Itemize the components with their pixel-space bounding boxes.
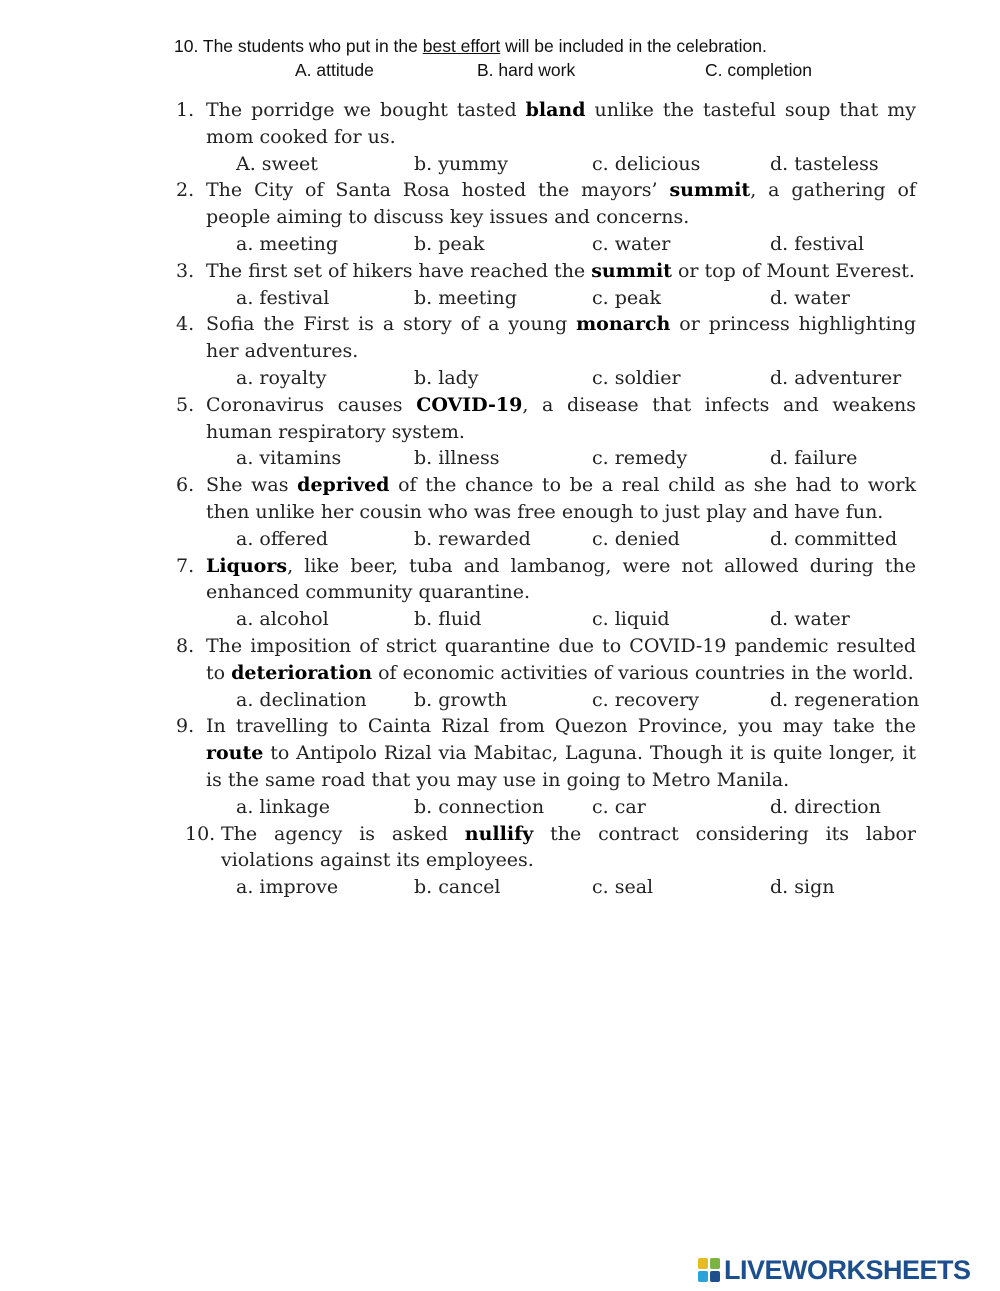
answer-options	[236, 606, 916, 633]
answer-option[interactable]: a. offered	[236, 527, 329, 550]
question-item	[176, 392, 916, 472]
question-item	[176, 713, 916, 820]
answer-options	[236, 231, 916, 258]
keyword: nullify	[464, 822, 534, 845]
stem-text: The agency is asked	[221, 822, 465, 845]
answer-options	[236, 526, 916, 553]
answer-option[interactable]: b. rewarded	[414, 527, 531, 550]
answer-option[interactable]: a. royalty	[236, 366, 327, 389]
answer-options	[236, 365, 916, 392]
answer-option[interactable]: a. declination	[236, 688, 367, 711]
question-number: 2.	[176, 179, 195, 202]
question-stem	[206, 177, 916, 231]
answer-options	[236, 285, 916, 312]
answer-option[interactable]: c. remedy	[592, 447, 688, 470]
answer-option[interactable]: a. improve	[236, 876, 339, 899]
stem-text: of the chance to be a real child as she had to work then unlike her cousin who was free enough to just play and have fun.	[206, 474, 917, 523]
stem-text: In travelling to Cainta Rizal from Quezon Province, you may take the	[206, 715, 916, 738]
question-stem	[206, 392, 916, 446]
question-number: 1.	[176, 99, 195, 121]
answer-option[interactable]: b. cancel	[414, 876, 501, 899]
answer-option[interactable]: d. water	[770, 608, 850, 631]
answer-options	[236, 794, 916, 821]
answer-option[interactable]: b. meeting	[414, 286, 517, 309]
keyword: Liquors	[206, 554, 288, 577]
answer-option[interactable]: c. delicious	[592, 152, 701, 175]
answer-option[interactable]: d. adventurer	[770, 366, 902, 389]
question-item	[176, 258, 916, 312]
keyword: monarch	[576, 313, 671, 336]
stem-text: The imposition of strict quarantine due to COVID-19 pandemic resulted to	[206, 634, 916, 684]
stem-text: Coronavirus causes	[206, 393, 417, 416]
answer-option[interactable]: b. peak	[414, 232, 485, 255]
answer-option[interactable]: a. vitamins	[236, 447, 342, 470]
answer-option[interactable]: b. growth	[414, 688, 508, 711]
logo-text: LIVEWORKSHEETS	[724, 1254, 971, 1285]
question-number: 6.	[176, 474, 195, 497]
answer-options	[236, 151, 916, 178]
answer-option[interactable]: A. sweet	[236, 152, 318, 175]
keyword: summit	[669, 179, 751, 202]
keyword: summit	[591, 259, 672, 282]
question-item	[176, 821, 916, 901]
question-number: 10.	[185, 822, 216, 845]
answer-option[interactable]: d. sign	[770, 876, 835, 899]
question-stem	[221, 821, 916, 875]
keyword: deterioration	[231, 661, 373, 684]
question-item	[176, 311, 916, 391]
stem-text: or top of Mount Everest.	[671, 259, 915, 282]
question-stem	[206, 97, 916, 151]
liveworksheets-logo	[698, 1254, 994, 1286]
stem-text: The first set of hikers have reached the	[206, 259, 592, 282]
stem-text: or princess highlighting her adventures.	[206, 313, 917, 363]
question-stem	[206, 472, 916, 526]
keyword: deprived	[297, 474, 390, 497]
question-number: 4.	[176, 313, 195, 336]
stem-text: She was	[206, 474, 298, 497]
question-stem	[206, 633, 916, 687]
question-item	[176, 633, 920, 713]
answer-option[interactable]: d. regeneration	[770, 688, 920, 711]
answer-option[interactable]: a. linkage	[236, 795, 331, 818]
answer-option[interactable]: c. car	[592, 795, 646, 818]
stem-text: to Antipolo Rizal via Mabitac, Laguna. Though it is quite longer, it is the same road that you may use in going to Metro Manila.	[206, 742, 916, 791]
question-item	[176, 177, 916, 257]
answer-option[interactable]: b. illness	[414, 447, 500, 470]
answer-option[interactable]: a. meeting	[236, 232, 339, 255]
question-stem	[206, 553, 916, 607]
answer-option[interactable]: d. festival	[770, 232, 865, 255]
stem-prefix: 10. The students who put in the	[174, 36, 423, 56]
answer-option[interactable]: c. peak	[592, 286, 661, 309]
stem-text: the contract considering its labor violations against its employees.	[221, 822, 916, 872]
option-b[interactable]: B. hard work	[477, 60, 576, 80]
stem-text: Sofia the First is a story of a young	[206, 313, 577, 336]
question-stem	[206, 258, 916, 285]
answer-option[interactable]: d. water	[770, 286, 850, 309]
answer-option[interactable]: b. lady	[414, 366, 479, 389]
answer-option[interactable]: d. tasteless	[770, 152, 879, 175]
answer-options	[236, 445, 916, 472]
answer-option[interactable]: d. failure	[770, 447, 858, 470]
answer-option[interactable]: d. committed	[770, 527, 898, 550]
stem-text: The City of Santa Rosa hosted the mayors’	[206, 179, 670, 202]
answer-option[interactable]: d. direction	[770, 795, 881, 818]
liveworksheets-logo-icon	[698, 1258, 720, 1282]
typed-question-10	[174, 34, 974, 82]
stem-text: The porridge we bought tasted	[206, 99, 526, 121]
answer-options	[236, 687, 920, 714]
keyword: COVID-19	[416, 393, 523, 416]
answer-option[interactable]: b. fluid	[414, 608, 482, 631]
stem-text: of economic activities of various countries in the world.	[372, 661, 914, 684]
answer-option[interactable]: c. water	[592, 232, 671, 255]
stem-text: unlike the tasteful soup that my mom cooked for us.	[206, 99, 916, 148]
typed-question-options	[174, 58, 974, 82]
underlined-phrase: best effort	[422, 36, 501, 56]
stem-text: , like beer, tuba and lambanog, were not allowed during the enhanced community quarantine.	[206, 554, 916, 604]
question-stem	[206, 713, 916, 793]
stem-text: , a gathering of people aiming to discuss key issues and concerns.	[206, 179, 917, 229]
answer-options	[236, 874, 916, 901]
question-stem	[206, 311, 916, 365]
question-number: 7.	[176, 554, 195, 577]
scanned-question-list	[176, 97, 920, 901]
option-c[interactable]: C. completion	[705, 60, 812, 80]
stem-suffix: will be included in the celebration.	[500, 36, 767, 56]
answer-option[interactable]: c. liquid	[592, 608, 670, 631]
question-number: 9.	[176, 715, 195, 738]
answer-option[interactable]: b. yummy	[414, 152, 508, 175]
question-number: 5.	[176, 393, 195, 416]
typed-question-stem	[174, 34, 974, 58]
question-item	[176, 97, 916, 177]
answer-option[interactable]: a. alcohol	[236, 608, 329, 631]
question-number: 8.	[176, 634, 195, 657]
option-a[interactable]: A. attitude	[295, 60, 374, 80]
keyword: bland	[525, 99, 586, 121]
answer-option[interactable]: c. denied	[592, 527, 680, 550]
question-item	[176, 472, 916, 552]
answer-option[interactable]: c. recovery	[592, 688, 699, 711]
answer-option[interactable]: b. connection	[414, 795, 545, 818]
stem-text: , a disease that infects and weakens human respiratory system.	[206, 393, 916, 443]
answer-option[interactable]: a. festival	[236, 286, 330, 309]
question-item	[176, 553, 916, 633]
answer-option[interactable]: c. soldier	[592, 366, 681, 389]
question-number: 3.	[176, 259, 195, 282]
keyword: route	[206, 742, 264, 765]
answer-option[interactable]: c. seal	[592, 876, 654, 899]
